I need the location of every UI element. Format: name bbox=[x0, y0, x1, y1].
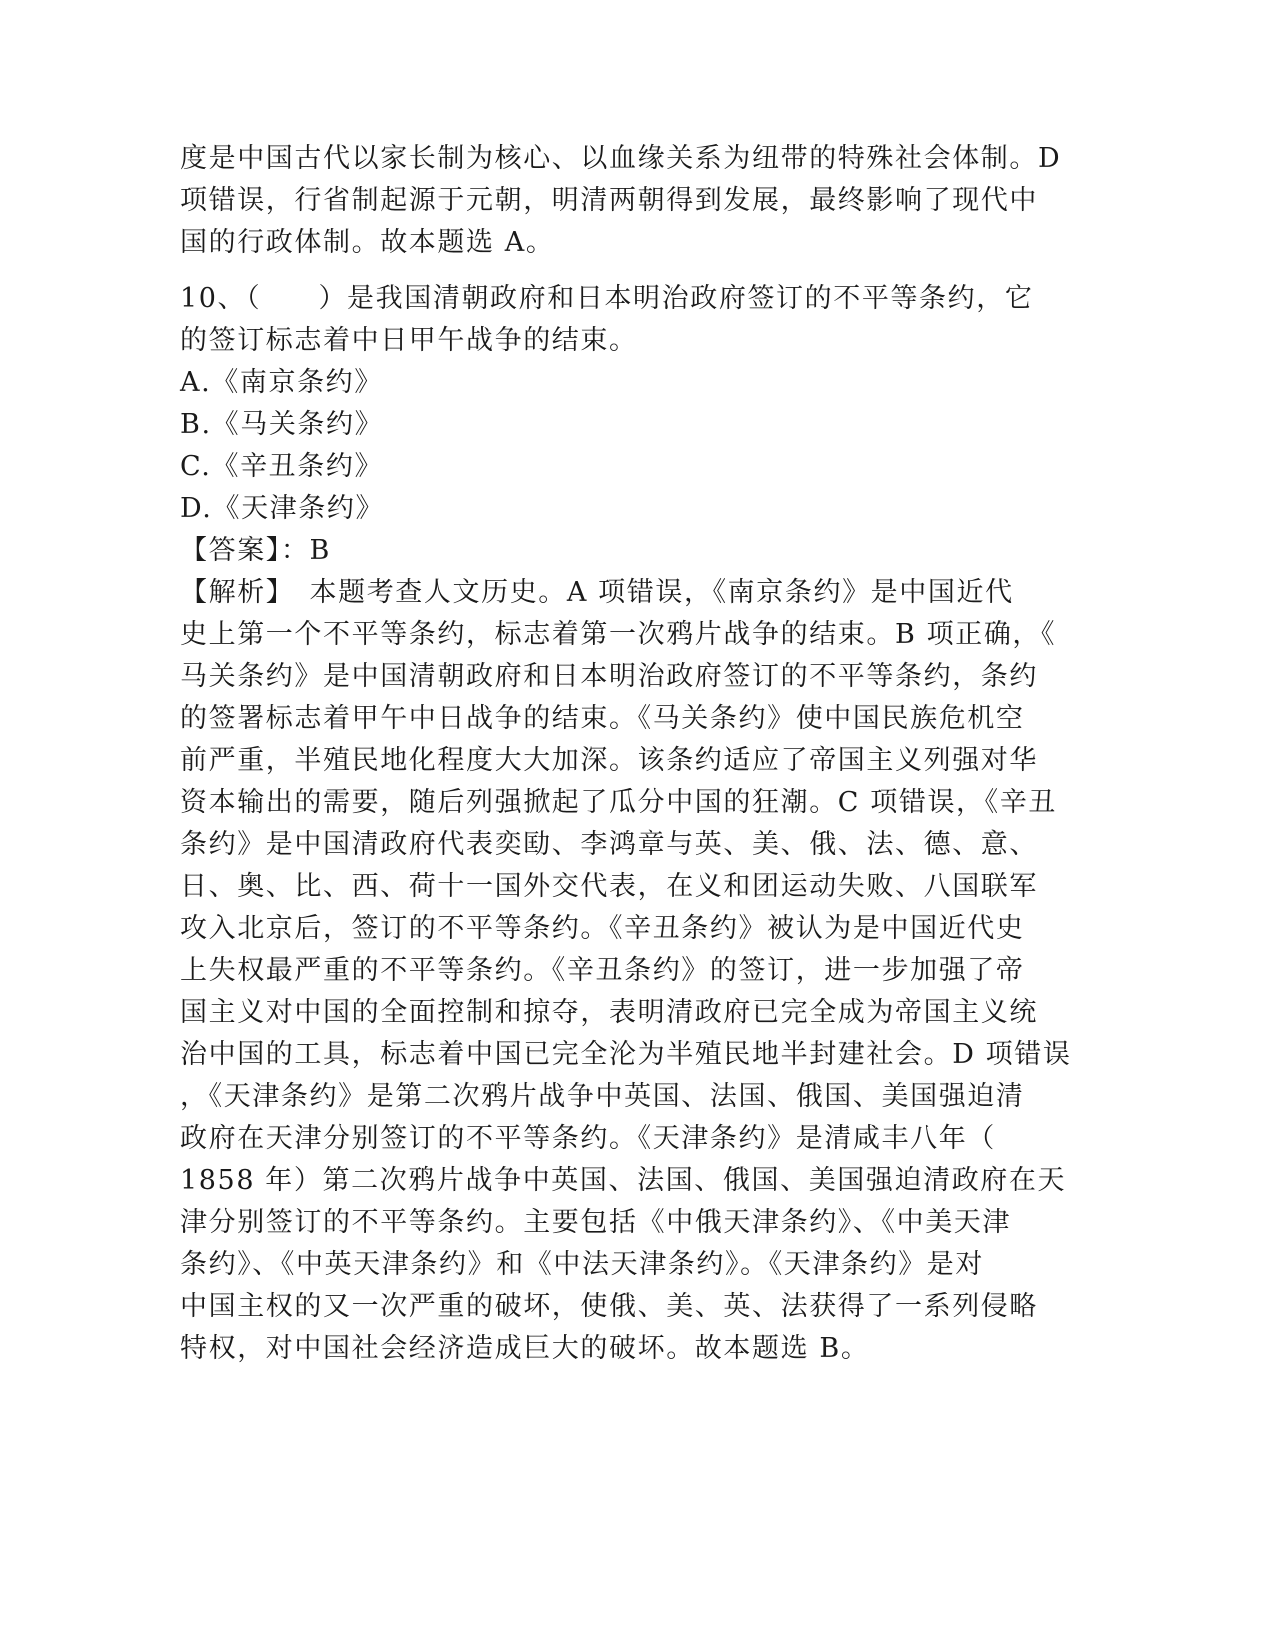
question-options bbox=[180, 362, 1040, 530]
text-line: 特权，对中国社会经济造成巨大的破坏。故本题选 B。 bbox=[180, 1333, 870, 1364]
text-line: 日、奥、比、西、荷十一国外交代表，在义和团运动失败、八国联军 bbox=[180, 871, 1038, 902]
text-line: 条约》是中国清政府代表奕劻、李鸿章与英、美、俄、法、德、意、 bbox=[180, 829, 1038, 860]
explanation bbox=[180, 572, 1072, 1370]
text-line: 津分别签订的不平等条约。主要包括《中俄天津条约》、《中美天津 bbox=[180, 1207, 1011, 1238]
text-line: 中国主权的又一次严重的破坏，使俄、美、英、法获得了一系列侵略 bbox=[180, 1291, 1038, 1322]
previous-explanation-tail bbox=[180, 138, 1062, 264]
text-line: 史上第一个不平等条约，标志着第一次鸦片战争的结束。B 项正确，《 bbox=[180, 619, 1057, 650]
paragraph-gap bbox=[180, 264, 1040, 278]
text-line: 政府在天津分别签订的不平等条约。《天津条约》是清咸丰八年（ bbox=[180, 1123, 996, 1154]
text-line: 前严重，半殖民地化程度大大加深。该条约适应了帝国主义列强对华 bbox=[180, 745, 1038, 776]
text-line: 国的行政体制。故本题选 A。 bbox=[180, 227, 555, 258]
text-line: 的签订标志着中日甲午战争的结束。 bbox=[180, 325, 638, 356]
option-c: C.《辛丑条约》 bbox=[180, 451, 384, 482]
question-stem bbox=[180, 278, 1040, 362]
option-a: A.《南京条约》 bbox=[180, 367, 383, 398]
text-line: 上失权最严重的不平等条约。《辛丑条约》的签订，进一步加强了帝 bbox=[180, 955, 1025, 986]
answer-line: 【答案】：B bbox=[180, 535, 331, 566]
text-line: 10、（ ）是我国清朝政府和日本明治政府签订的不平等条约，它 bbox=[180, 283, 1034, 314]
text-line: 【解析】 本题考查人文历史。A 项错误，《南京条约》是中国近代 bbox=[180, 577, 1014, 608]
text-line: 攻入北京后，签订的不平等条约。《辛丑条约》被认为是中国近代史 bbox=[180, 913, 1025, 944]
text-line: 治中国的工具，标志着中国已完全沦为半殖民地半封建社会。D 项错误 bbox=[180, 1039, 1072, 1070]
option-d: D.《天津条约》 bbox=[180, 493, 385, 524]
text-line: 资本输出的需要，随后列强掀起了瓜分中国的狂潮。C 项错误，《辛丑 bbox=[180, 787, 1057, 818]
text-line: 条约》、《中英天津条约》和《中法天津条约》。《天津条约》是对 bbox=[180, 1249, 984, 1280]
text-line: 1858 年）第二次鸦片战争中英国、法国、俄国、美国强迫清政府在天 bbox=[180, 1165, 1067, 1196]
text-line: 的签署标志着甲午中日战争的结束。《马关条约》使中国民族危机空 bbox=[180, 703, 1025, 734]
option-b: B.《马关条约》 bbox=[180, 409, 384, 440]
text-line: ，《天津条约》是第二次鸦片战争中英国、法国、俄国、美国强迫清 bbox=[180, 1081, 1025, 1112]
text-line: 马关条约》是中国清朝政府和日本明治政府签订的不平等条约，条约 bbox=[180, 661, 1038, 692]
text-line: 项错误，行省制起源于元朝，明清两朝得到发展，最终影响了现代中 bbox=[180, 185, 1038, 216]
text-line: 国主义对中国的全面控制和掠夺，表明清政府已完全成为帝国主义统 bbox=[180, 997, 1038, 1028]
text-line: 度是中国古代以家长制为核心、以血缘关系为纽带的特殊社会体制。D bbox=[180, 143, 1062, 174]
document-page bbox=[180, 138, 1072, 1370]
question-10 bbox=[180, 278, 1072, 1370]
